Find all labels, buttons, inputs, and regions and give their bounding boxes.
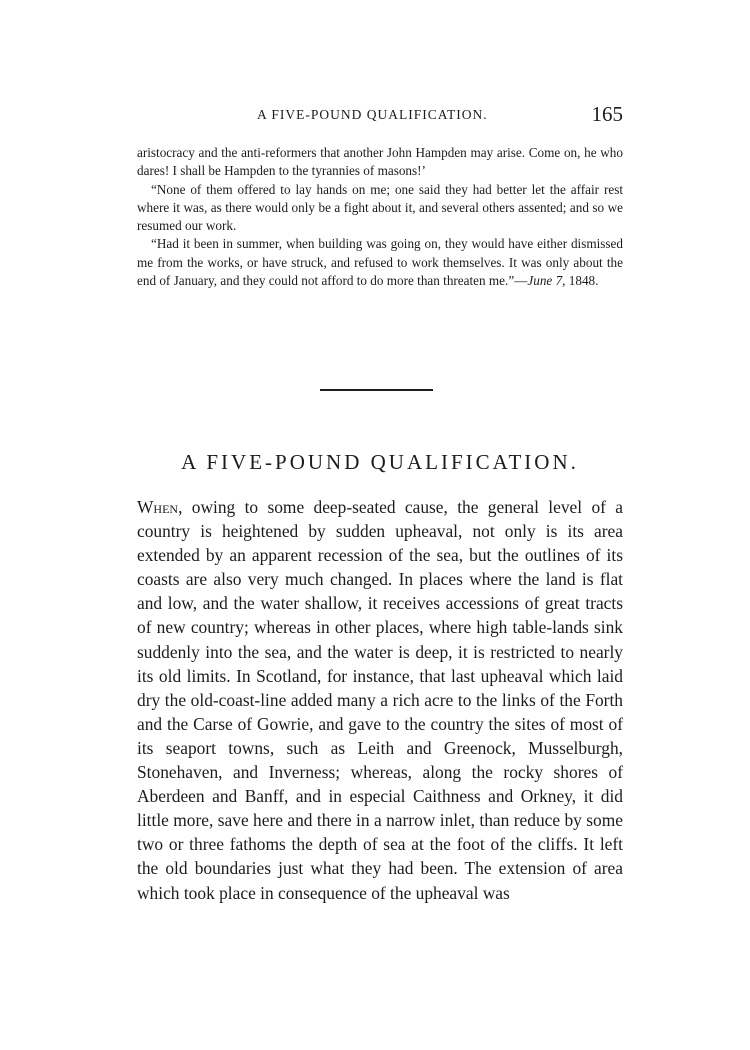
preceding-chapter-text [137,144,623,290]
paragraph: aristocracy and the anti-reformers that another John Hampden may arise. Come on, he who dares! I shall be Hampden to the tyrannies of masons!’ [137,145,623,179]
section-divider [320,389,433,391]
paragraph [137,495,623,905]
section-heading: A FIVE-POUND QUALIFICATION. [181,450,579,474]
section-body [137,495,623,905]
paragraph-text: “Had it been in summer, when building was going on, they would have either dismissed me from the works, or have struck, and refused to work themselves. It was only about the end of January, and they could not afford to do more than threaten me.”— [137,236,623,289]
lead-word: When [137,497,179,517]
date-year: 1848. [565,273,599,289]
page-number: 165 [591,102,623,126]
running-head [137,103,623,131]
paragraph: “None of them offered to lay hands on me; one said they had better let the affair rest where it was, as there would only be a fight about it, and several others assented; and so we resumed our work. [137,181,623,234]
paragraph-with-date [137,235,623,290]
paragraph-text: , owing to some deep-seated cause, the general level of a country is heightened by sudden upheaval, not only is its area extended by an apparent recession of the sea, but the outlines of its coasts are also very much changed. In places where the land is flat and low, and the water shallow, it receives accessions of great tracts of new country; whereas in other places, where high table-lands sink suddenly into the sea, and the water is deep, it is restricted to nearly its old limits. In Scotland, for instance, that last upheaval which laid dry the old-coast-line added many a rich acre to the links of the Forth and the Carse of Gowrie, and gave to the country the sites of most of its seaport towns, such as Leith and Greenock, Musselburgh, Stonehaven, and Inverness; whereas, along the rocky shores of Aberdeen and Banff, and in especial Caithness and Orkney, it did little more, save here and there in a narrow inlet, than reduce by some two or three fathoms the depth of sea at the foot of the cliffs. It left the old boundaries just what they had been. The extension of area which took place in consequence of the upheaval was [137,497,623,903]
date-italic: June 7, [527,273,566,289]
running-title: A FIVE-POUND QUALIFICATION. [257,107,488,122]
